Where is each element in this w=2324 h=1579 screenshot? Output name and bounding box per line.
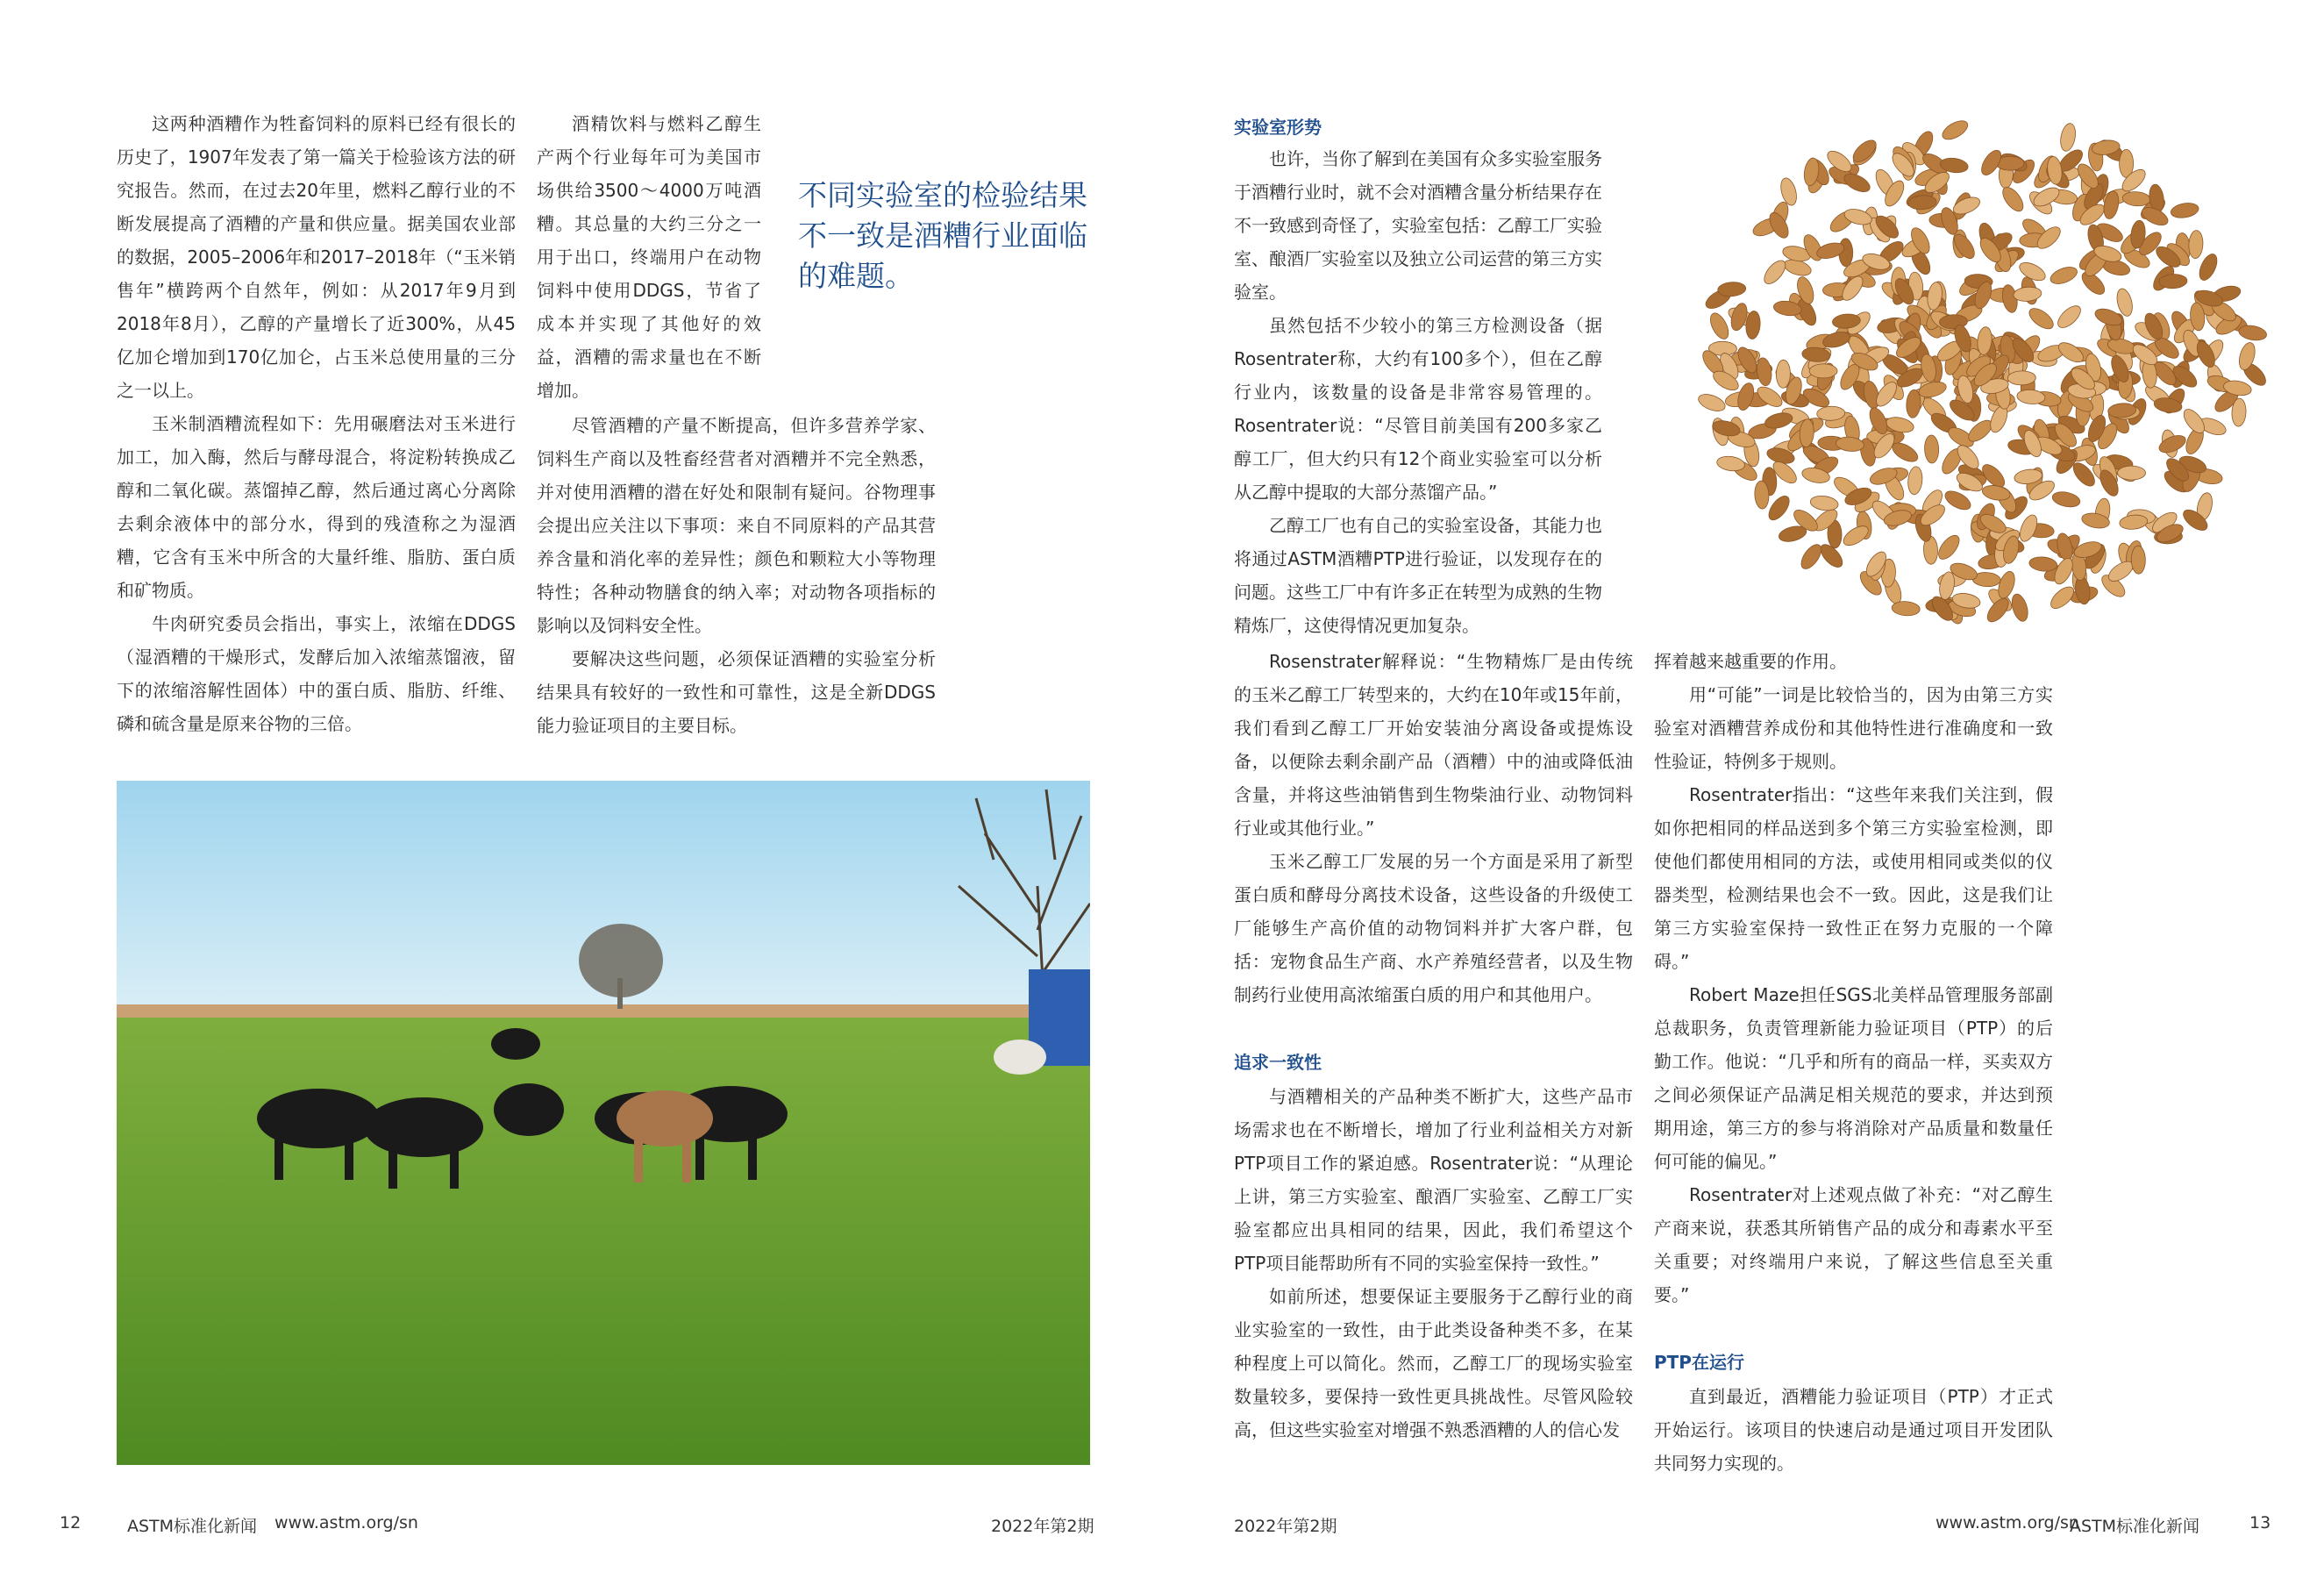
grain — [1935, 532, 1963, 562]
paragraph: Robert Maze担任SGS北美样品管理服务部副总裁职务，负责管理新能力验证项目（PTP）的后勤工作。他说：“几乎和所有的商品一样，买卖双方之间必须保证产品满足相关规范的要求，并达到预期用途，第三方的参与将消除对产品质量和数量任何可能的偏见。” — [1654, 984, 2053, 1172]
paragraph: 虽然包括不少较小的第三方检测设备（据Rosentrater称，大约有100多个），但在乙醇行业内，该数量的设备是非常容易管理的。Rosentrater说：“尽管目前美国有200多家乙醇工厂，但大约只有12个商业实验室可以分析从乙醇中提取的大部分蒸馏产品。” — [1234, 315, 1602, 503]
right-column-1-top — [1234, 110, 1633, 145]
paragraph: 玉米制酒糟流程如下：先用碾磨法对玉米进行加工，加入酶，然后与酵母混合，将淀粉转换成乙醇和二氧化碳。蒸馏掉乙醇，然后通过离心分离除去剩余液体中的部分水，得到的残渣称之为湿酒糟，它含有玉米中所含的大量纤维、脂肪、蛋白质和矿物质。 — [117, 413, 516, 601]
paragraph: 玉米乙醇工厂发展的另一个方面是采用了新型蛋白质和酵母分离技术设备，这些设备的升级使工厂能够生产高价值的动物饲料并扩大客户群，包括：宠物食品生产商、水产养殖经营者，以及生物制药行业使用高浓缩蛋白质的用户和其他用户。 — [1234, 851, 1633, 1005]
grain — [2007, 371, 2035, 386]
grain — [1999, 184, 2027, 215]
paragraph: Rosentrater对上述观点做了补充：“对乙醇生产商来说，获悉其所销售产品的成分和毒素水平至关重要；对终端用户来说，了解这些信息至关重要。” — [1654, 1184, 2053, 1305]
grain — [1907, 466, 1923, 495]
paragraph: 要解决这些问题，必须保证酒糟的实验室分析结果具有较好的一致性和可靠性，这是全新DDGS能力验证项目的主要目标。 — [537, 648, 936, 736]
paragraph: Rosenstrater解释说：“生物精炼厂是由传统的玉米乙醇工厂转型来的，大约在10年或15年前，我们看到乙醇工厂开始安装油分离设备或提炼设备，以便除去剩余副产品（酒糟）中的油或降低油含量，并将这些油销售到生物柴油行业、动物饲料行业或其他行业。” — [1234, 651, 1633, 839]
grain — [1696, 391, 1728, 414]
grain — [2051, 489, 2082, 509]
grain — [1760, 257, 1789, 288]
barley-grains-photo — [1631, 79, 2324, 702]
grain — [1924, 435, 1939, 464]
paragraph: 如前所述，想要保证主要服务于乙醇行业的商业实验室的一致性，由于此类设备种类不多，在某种程度上可以简化。然而，乙醇工厂的现场实验室数量较多，要保持一致性更具挑战性。尽管风险较高，但这些实验室对增强不熟悉酒糟的人的信心发 — [1234, 1286, 1633, 1440]
page-number: 12 — [60, 1513, 82, 1533]
grain — [2058, 122, 2078, 152]
left-column-1 — [117, 107, 516, 740]
paragraph: 用“可能”一词是比较恰当的，因为由第三方实验室对酒糟营养成份和其他特性进行准确度和一致性验证，特例多于规则。 — [1654, 684, 2053, 772]
grain — [2118, 466, 2146, 480]
grain — [1943, 488, 1974, 514]
grain — [2170, 201, 2199, 219]
grain — [1765, 493, 1793, 524]
left-column-2-top — [537, 107, 761, 407]
footer-brand: ASTM标准化新闻 — [2070, 1517, 2200, 1536]
pull-quote: 不同实验室的检验结果不一致是酒糟行业面临的难题。 — [798, 178, 1087, 293]
left-column-2-bottom — [537, 409, 936, 742]
paragraph-continuation: 挥着越来越重要的作用。 — [1654, 651, 1847, 672]
grain — [2122, 191, 2151, 207]
paragraph: 牛肉研究委员会指出，事实上，浓缩在DDGS（湿酒糟的干燥形式，发酵后加入浓缩蒸馏液，留下的浓缩溶解性固体）中的蛋白质、脂肪、纤维、磷和硫含量是原来谷物的三倍。 — [117, 613, 516, 734]
grain — [2188, 230, 2204, 259]
grain — [1906, 389, 1921, 418]
section-heading: PTP在运行 — [1654, 1352, 1744, 1373]
right-column-1 — [1234, 645, 1633, 1447]
grain — [1717, 282, 1746, 297]
grain — [2131, 546, 2146, 574]
footer-brand: ASTM标准化新闻 — [127, 1517, 258, 1536]
grain — [1707, 311, 1732, 342]
right-column-2 — [1654, 645, 2053, 1480]
paragraph: 也许，当你了解到在美国有众多实验室服务于酒糟行业时，就不会对酒糟含量分析结果存在不一致感到奇怪了，实验室包括：乙醇工厂实验室、酿酒厂实验室以及独立公司运营的第三方实验室。 — [1234, 148, 1602, 303]
grain — [1836, 436, 1864, 453]
paragraph: 尽管酒糟的产量不断提高，但许多营养学家、饲料生产商以及牲畜经营者对酒糟并不完全熟悉，并对使用酒糟的潜在好处和限制有疑问。谷物理事会提出应关注以下事项：来自不同原料的产品其营养含量和消化率的差异性；颜色和颗粒大小等物理特性；各种动物膳食的纳入率；对动物各项指标的影响以及饲料安全性。 — [537, 415, 936, 636]
grain — [2013, 286, 2042, 303]
footer-issue: 2022年第2期 — [991, 1517, 1094, 1536]
grain — [1756, 357, 1773, 387]
grain — [2016, 389, 2045, 405]
paragraph: 直到最近，酒糟能力验证项目（PTP）才正式开始运行。该项目的快速启动是通过项目开发团队共同努力实现的。 — [1654, 1386, 2053, 1474]
paragraph: 酒精饮料与燃料乙醇生产两个行业每年可为美国市场供给3500～4000万吨酒糟。其总量的大约三分之一用于出口，终端用户在动物饲料中使用DDGS，节省了成本并实现了其他好的效益，酒糟的需求量也在不断增加。 — [537, 113, 761, 401]
grain — [1809, 494, 1839, 511]
grain — [1892, 601, 1921, 617]
grain — [2028, 555, 2057, 572]
grain — [2026, 304, 2057, 332]
section-heading: 追求一致性 — [1234, 1052, 1322, 1073]
footer-url[interactable]: www.astm.org/sn — [1935, 1513, 2079, 1533]
footer-issue: 2022年第2期 — [1234, 1517, 1337, 1536]
section-heading: 实验室形势 — [1234, 117, 1322, 138]
grain — [2054, 302, 2084, 332]
grain — [2119, 514, 2148, 531]
grain — [1776, 360, 1791, 388]
paragraph: Rosentrater指出：“这些年来我们关注到，假如你把相同的样品送到多个第三方实验室检测，即使他们都使用相同的方法，或使用相同或类似的仪器类型，检测结果也会不一致。因此，这是我们让第三方实验室保持一致性正在努力克服的一个障碍。” — [1654, 784, 2053, 972]
paragraph: 与酒糟相关的产品种类不断扩大，这些产品市场需求也在不断增长，增加了行业利益相关方对新PTP项目工作的紧迫感。Rosentrater说：“从理论上讲，第三方实验室、酿酒厂实验室、乙醇工厂实验室都应出具相同的结果，因此，我们希望这个PTP项目能帮助所有不同的实验室保持一致性。” — [1234, 1086, 1633, 1274]
footer-url[interactable]: www.astm.org/sn — [274, 1513, 418, 1533]
page-number: 13 — [2249, 1513, 2271, 1533]
grain — [2009, 592, 2031, 623]
right-column-1-narrow — [1234, 142, 1602, 642]
grain — [1798, 541, 1825, 572]
grain — [2114, 287, 2135, 318]
paragraph: 这两种酒糟作为牲畜饲料的原料已经有很长的历史了，1907年发表了第一篇关于检验该方法的研究报告。然而，在过去20年里，燃料乙醇行业的不断发展提高了酒糟的产量和供应量。据美国农业部的数据，2005–2006年和2017–2018年（“玉米销售年”横跨两个自然年，例如：从2017年9月到2018年8月），乙醇的产量增长了近300%，从45亿加仑增加到170亿加仑，占玉米总使用量的三分之一以上。 — [117, 113, 516, 401]
grain — [1939, 117, 1971, 143]
grain — [2048, 264, 2079, 287]
cattle-pasture-photo — [117, 781, 1090, 1465]
paragraph: 乙醇工厂也有自己的实验室设备，其能力也将通过ASTM酒糟PTP进行验证，以发现存在的问题。这些工厂中有许多正在转型为成熟的生物精炼厂，这使得情况更加复杂。 — [1234, 515, 1602, 636]
grain — [1809, 364, 1837, 378]
